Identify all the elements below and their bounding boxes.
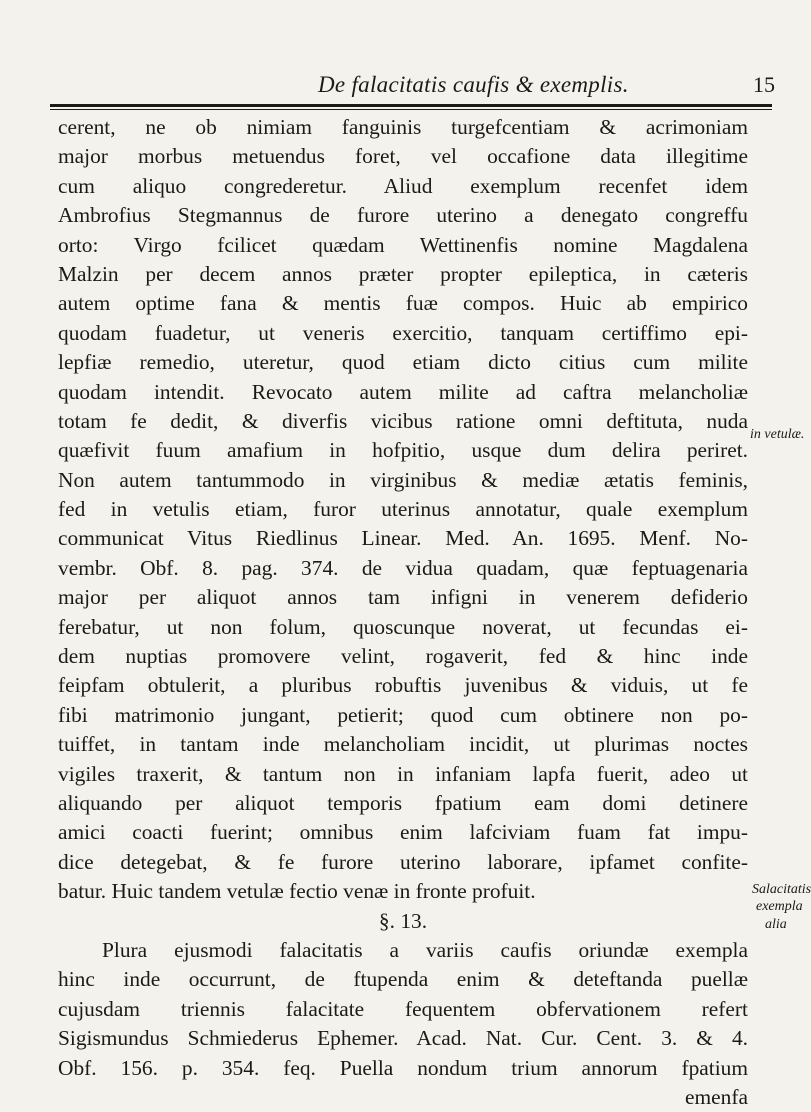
catchword: emenfa bbox=[685, 1084, 748, 1109]
text-line: fibi matrimonio jungant, petierit; quod cum obtinere non po- bbox=[58, 702, 748, 727]
text-line: Plura ejusmodi falacitatis a variis caufis oriundæ exempla bbox=[102, 937, 748, 962]
text-line: quodam intendit. Revocato autem milite ad caftra melancholiæ bbox=[58, 379, 748, 404]
text-line: Obf. 156. p. 354. feq. Puella nondum trium annorum fpatium bbox=[58, 1055, 748, 1080]
text-line: dem nuptias promovere velint, rogaverit, fed & hinc inde bbox=[58, 644, 748, 669]
text-line: cerent, ne ob nimiam fanguinis turgefcentiam & acrimoniam bbox=[58, 115, 748, 139]
running-title: De falacitatis caufis & exemplis. bbox=[318, 72, 629, 97]
header-rule-thin bbox=[50, 109, 772, 110]
text-line: ferebatur, ut non folum, quoscunque noverat, ut fecundas ei- bbox=[58, 614, 748, 639]
text-line: vembr. Obf. 8. pag. 374. de vidua quadam, quæ feptuagenaria bbox=[58, 555, 748, 580]
text-line: cujusdam triennis falacitate fequentem obfervationem refert bbox=[58, 996, 748, 1021]
text-line: totam fe dedit, & diverfis vicibus ratione omni deftituta, nuda bbox=[58, 408, 748, 433]
text-line: Non autem tantummodo in virginibus & mediæ ætatis feminis, bbox=[58, 467, 748, 492]
text-line: quæfivit fuum amafium in hofpitio, usque dum delira periret. bbox=[58, 438, 748, 463]
text-line: orto: Virgo fcilicet quædam Wettinenfis nomine Magdalena bbox=[58, 232, 748, 257]
text-line: vigiles traxerit, & tantum non in infaniam lapfa fuerit, adeo ut bbox=[58, 761, 748, 786]
text-line: autem optime fana & mentis fuæ compos. Huic ab empirico bbox=[58, 291, 748, 316]
text-line: major per aliquot annos tam infigni in venerem defiderio bbox=[58, 585, 748, 610]
margin-note-alia: alia bbox=[765, 917, 787, 932]
text-line: hinc inde occurrunt, de ftupenda enim & deteftanda puellæ bbox=[58, 967, 748, 992]
header-rule bbox=[50, 104, 772, 107]
body-text bbox=[58, 113, 748, 1112]
text-line: Sigismundus Schmiederus Ephemer. Acad. Nat. Cur. Cent. 3. & 4. bbox=[58, 1026, 748, 1051]
running-head bbox=[0, 72, 800, 102]
text-line: Ambrofius Stegmannus de furore uterino a denegato congreffu bbox=[58, 203, 748, 228]
text-line: quodam fuadetur, ut veneris exercitio, tanquam certiffimo epi- bbox=[58, 320, 748, 345]
section-mark: §. 13. bbox=[378, 908, 428, 933]
text-line: feipfam obtulerit, a pluribus robuftis juvenibus & viduis, ut fe bbox=[58, 673, 748, 698]
text-line: dice detegebat, & fe furore uterino laborare, ipfamet confite- bbox=[58, 849, 748, 874]
text-line: aliquando per aliquot temporis fpatium eam domi detinere bbox=[58, 790, 748, 815]
text-line: lepfiæ remedio, uteretur, quod etiam dicto citius cum milite bbox=[58, 350, 748, 375]
text-line: fed in vetulis etiam, furor uterinus annotatur, quale exemplum bbox=[58, 497, 748, 522]
text-line: major morbus metuendus foret, vel occafione data illegitime bbox=[58, 144, 748, 169]
text-line: communicat Vitus Riedlinus Linear. Med. An. 1695. Menf. No- bbox=[58, 526, 748, 551]
text-line: batur. Huic tandem vetulæ fectio venæ in fronte profuit. bbox=[58, 879, 536, 904]
text-line: cum aliquo congrederetur. Aliud exemplum recenfet idem bbox=[58, 173, 748, 198]
page-number: 15 bbox=[753, 72, 775, 97]
margin-note-salacitatis: Salacitatis bbox=[752, 882, 811, 897]
text-line: tuiffet, in tantam inde melancholiam incidit, ut plurimas noctes bbox=[58, 732, 748, 757]
text-line: Malzin per decem annos præter propter epileptica, in cæteris bbox=[58, 261, 748, 286]
text-line: amici coacti fuerint; omnibus enim lafciviam fuam fat impu- bbox=[58, 820, 748, 845]
margin-note-in-vetulae: in vetulæ. bbox=[750, 427, 805, 442]
margin-note-exempla: exempla bbox=[756, 899, 803, 914]
